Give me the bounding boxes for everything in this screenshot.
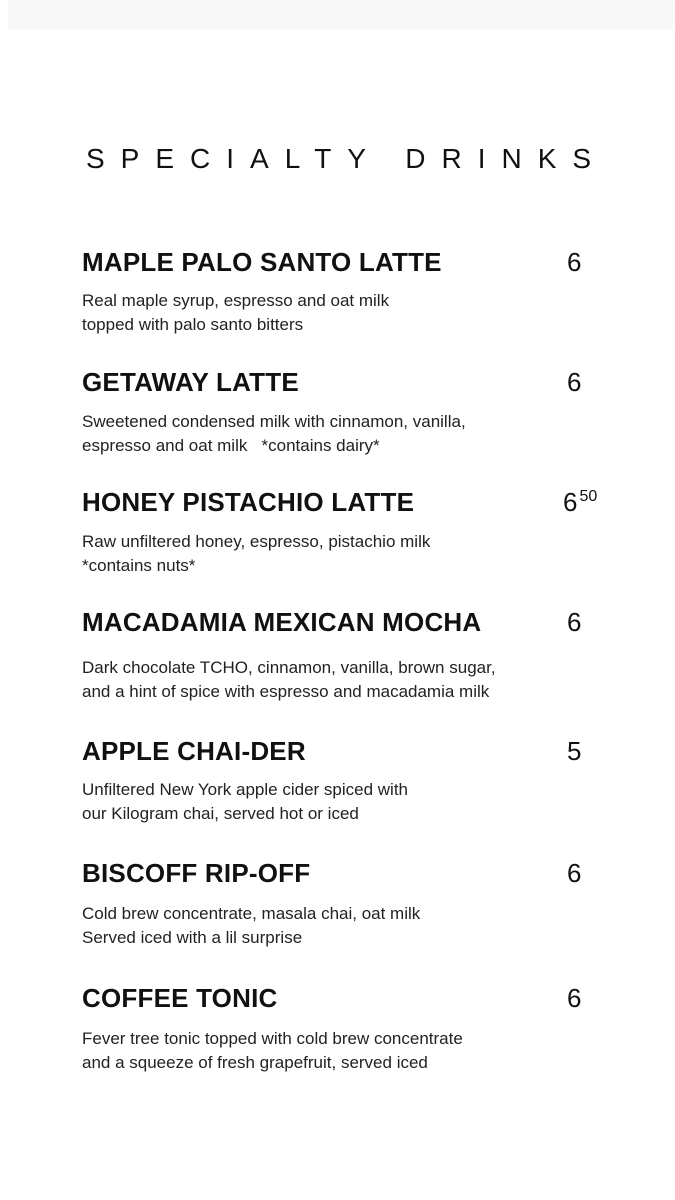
menu-item [82,367,642,462]
description-line: Raw unfiltered honey, espresso, pistachio milk [82,532,431,551]
description-line: Dark chocolate TCHO, cinnamon, vanilla, brown sugar, [82,658,496,677]
item-description [82,902,420,950]
description-line: Real maple syrup, espresso and oat milk [82,291,390,310]
item-price [567,736,583,767]
description-line: espresso and oat milk *contains dairy* [82,436,380,455]
item-name: COFFEE TONIC [82,983,278,1013]
item-name: MAPLE PALO SANTO LATTE [82,247,442,277]
description-line: *contains nuts* [82,556,196,575]
item-description [82,656,496,704]
description-line: Cold brew concentrate, masala chai, oat milk [82,904,421,923]
item-name: BISCOFF RIP-OFF [82,858,311,888]
description-line: Served iced with a lil surprise [82,928,303,947]
item-price [567,367,583,398]
description-line: Unfiltered New York apple cider spiced with [82,780,409,799]
item-price [567,983,583,1014]
top-strip [8,0,673,30]
item-description [82,530,430,578]
item-name: MACADAMIA MEXICAN MOCHA [82,607,482,637]
description-line: our Kilogram chai, served hot or iced [82,804,359,823]
menu-item [82,487,642,582]
item-name: HONEY PISTACHIO LATTE [82,487,415,517]
price-dollars: 6 [567,858,582,888]
item-price [567,607,583,638]
description-line: Fever tree tonic topped with cold brew concentrate [82,1029,463,1048]
price-dollars: 6 [567,983,582,1013]
description-line: and a squeeze of fresh grapefruit, served iced [82,1053,428,1072]
item-price [563,487,597,518]
item-description [82,410,466,458]
price-cents: 50 [579,488,598,505]
item-name: GETAWAY LATTE [82,367,299,397]
menu-item [82,983,642,1078]
item-description [82,778,408,826]
menu-item [82,858,642,953]
price-dollars: 6 [563,487,578,517]
menu-item [82,736,642,831]
price-dollars: 6 [567,247,582,277]
price-dollars: 5 [567,736,582,766]
price-dollars: 6 [567,607,582,637]
item-price [567,858,583,889]
price-dollars: 6 [567,367,582,397]
item-description [82,289,389,337]
description-line: and a hint of spice with espresso and macadamia milk [82,682,490,701]
item-description [82,1027,463,1075]
menu-title: SPECIALTY DRINKS [86,143,608,174]
item-name: APPLE CHAI-DER [82,736,306,766]
item-price [567,247,583,278]
description-line: topped with palo santo bitters [82,315,304,334]
menu-item [82,247,642,342]
description-line: Sweetened condensed milk with cinnamon, vanilla, [82,412,466,431]
menu-item [82,607,642,707]
